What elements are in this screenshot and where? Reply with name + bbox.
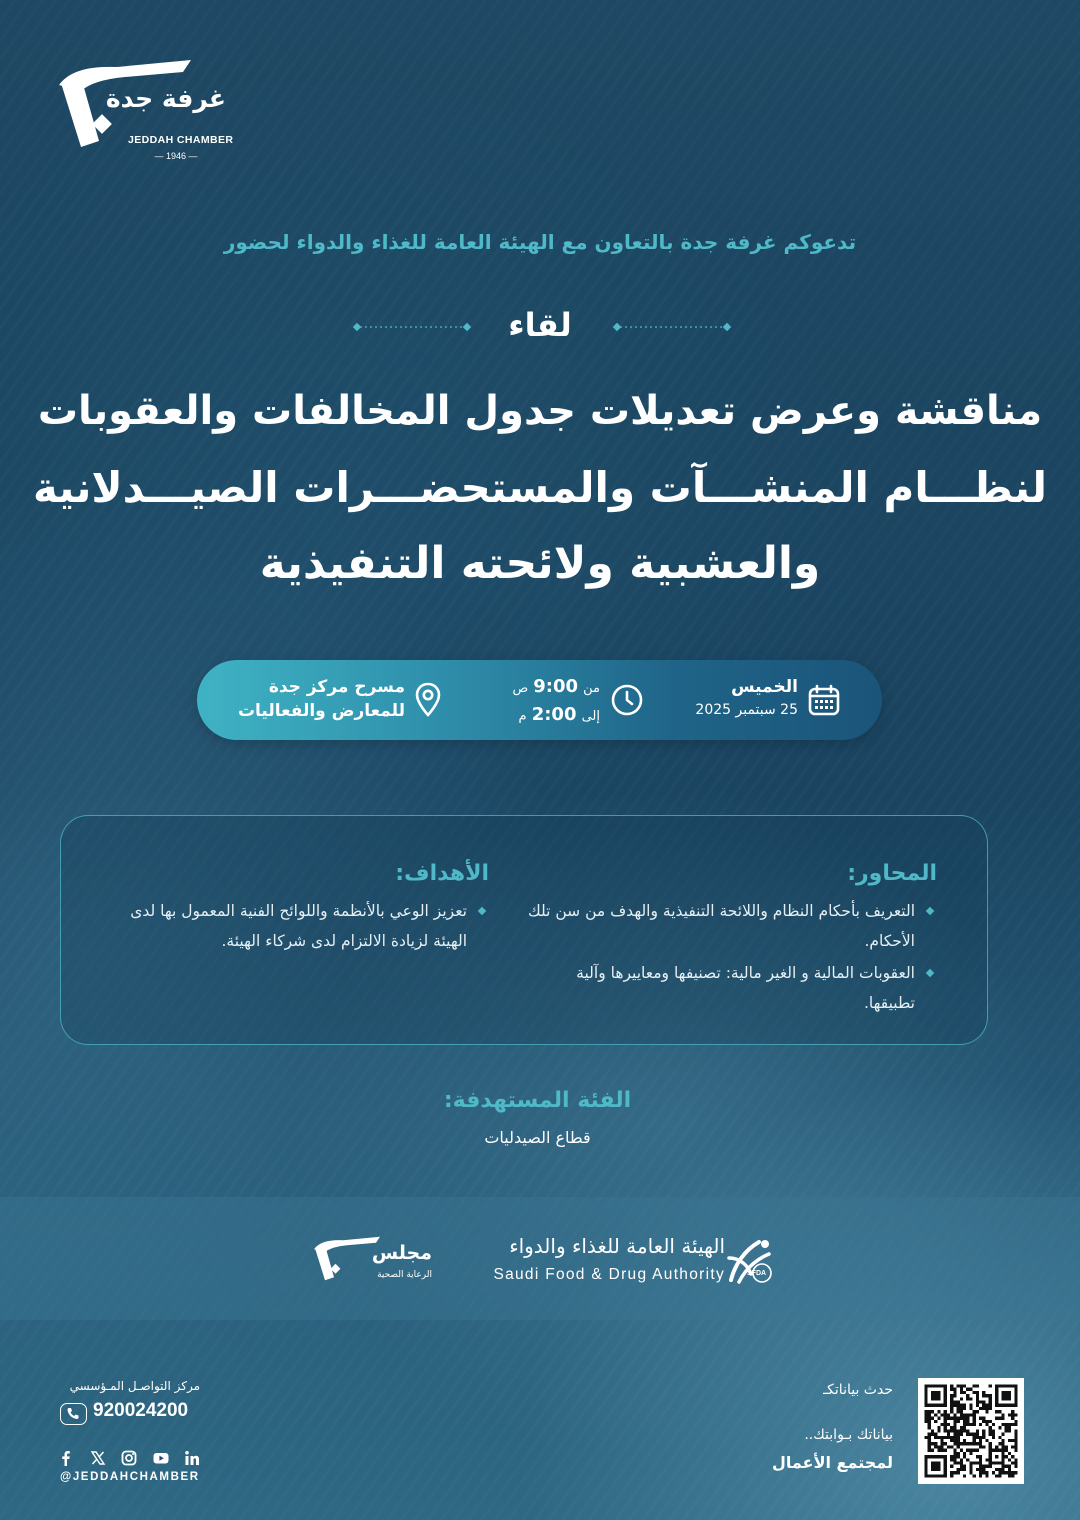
event-venue-block <box>238 675 405 723</box>
location-pin-icon <box>415 682 441 718</box>
sfda-arabic-name: الهيئة العامة للغذاء والدواء <box>509 1234 725 1258</box>
audience-heading: الفئة المستهدفة: <box>443 1088 632 1113</box>
sfda-abbreviation: SFDA <box>747 1270 767 1277</box>
ornament-left-icon <box>352 322 472 332</box>
axes-item: التعريف بأحكام النظام واللائحة التنفيذية والهدف من سن تلك الأحكام. <box>527 896 937 956</box>
event-date: 25 سبتمبر 2025 <box>695 702 798 718</box>
event-title-line-3: والعشبية ولائحته التنفيذية <box>259 538 821 589</box>
event-title-line-2: لنظـــام المنشـــآت والمستحضـــرات الصيـــدلانية <box>32 463 1047 512</box>
clock-icon <box>610 683 644 717</box>
phone-icon <box>60 1403 87 1425</box>
sfda-logo <box>455 1232 785 1290</box>
time-to-label: إلى <box>581 709 600 724</box>
sfda-english-name: Saudi Food & Drug Authority <box>493 1266 725 1283</box>
instagram-icon[interactable] <box>121 1450 137 1466</box>
update-data-line-2: بياناتك بـوابتك.. <box>804 1427 893 1443</box>
logo-year: — 1946 — <box>154 151 198 161</box>
logo-arabic-text: غرفة جدة <box>105 84 226 113</box>
facebook-icon[interactable] <box>58 1450 74 1466</box>
social-handle: @JEDDAHCHAMBER <box>60 1471 200 1483</box>
time-from-period: ص <box>512 681 529 696</box>
calendar-icon <box>807 683 841 717</box>
time-to-period: م <box>518 709 527 724</box>
event-details-bar <box>197 660 882 740</box>
content-box <box>60 815 988 1045</box>
qr-code-pattern <box>918 1378 1024 1484</box>
time-from-value: 9:00 <box>533 676 579 697</box>
event-date-block <box>695 675 798 721</box>
audience-value: قطاع الصيدليات <box>484 1128 591 1147</box>
goals-heading: الأهداف: <box>395 861 489 886</box>
goals-list <box>94 896 489 956</box>
goals-section <box>94 861 489 958</box>
x-icon[interactable] <box>90 1450 106 1466</box>
axes-section <box>527 861 937 1020</box>
axes-list <box>527 896 937 1018</box>
update-data-line-3: لمجتمع الأعمال <box>772 1453 893 1472</box>
time-from-label: من <box>583 681 600 696</box>
linkedin-icon[interactable] <box>184 1450 200 1466</box>
qr-code <box>918 1378 1024 1484</box>
axes-heading: المحاور: <box>847 861 937 886</box>
invitation-intro: تدعوكم غرفة جدة بالتعاون مع الهيئة العامة للغذاء والدواء لحضور <box>223 230 857 254</box>
sfda-symbol-icon <box>725 1236 781 1286</box>
majlis-name: مجلس <box>371 1242 432 1264</box>
event-time-block <box>512 674 600 730</box>
update-data-line-1: حدث بياناتكـ <box>823 1382 893 1398</box>
event-type-label: لقاء <box>508 306 572 344</box>
contact-center-label: مركز التواصـل المـؤسسي <box>69 1379 200 1393</box>
time-to-value: 2:00 <box>531 704 577 725</box>
logo-english-text: JEDDAH CHAMBER <box>128 134 234 146</box>
venue-line-2: للمعارض والفعاليات <box>237 701 405 721</box>
phone-number[interactable]: 920024200 <box>93 1400 189 1421</box>
youtube-icon[interactable] <box>153 1450 169 1466</box>
venue-line-1: مسرح مركز جدة <box>268 677 405 697</box>
goals-item: تعزيز الوعي بالأنظمة واللوائح الفنية المعمول بها لدى الهيئة لزيادة الالتزام لدى شركاء الهيئة. <box>94 896 489 956</box>
majlis-subtitle: الرعاية الصحية <box>377 1270 432 1280</box>
event-title-line-1: مناقشة وعرض تعديلات جدول المخالفات والعقوبات <box>37 388 1043 434</box>
majlis-logo <box>312 1228 434 1290</box>
event-day: الخميس <box>731 677 798 697</box>
axes-item: العقوبات المالية و الغير مالية: تصنيفها ومعاييرها وآلية تطبيقها. <box>527 958 937 1018</box>
